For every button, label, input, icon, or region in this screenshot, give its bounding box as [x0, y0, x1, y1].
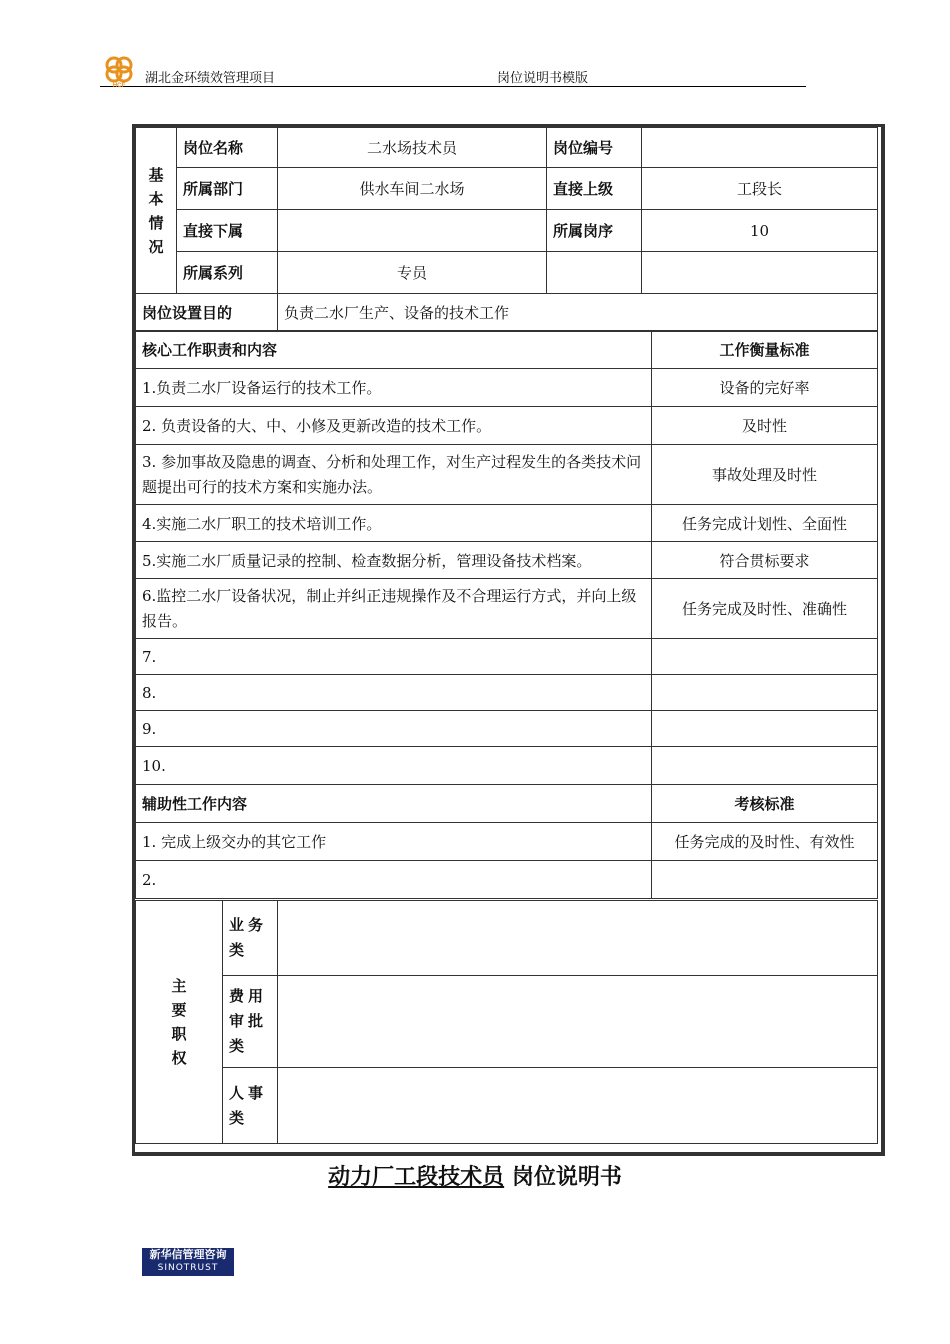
- core-item: 1.负责二水厂设备运行的技术工作。: [136, 369, 652, 407]
- core-item: 5.实施二水厂质量记录的控制、检查数据分析，管理设备技术档案。: [136, 542, 652, 579]
- department-value: 供水车间二水场: [278, 168, 547, 210]
- core-standard: 符合贯标要求: [652, 542, 878, 579]
- core-standard: [652, 747, 878, 785]
- basic-section-label: 基本情况: [136, 128, 177, 294]
- aux-item: 1. 完成上级交办的其它工作: [136, 823, 652, 861]
- company-name: 湖北金环绩效管理项目: [145, 71, 276, 86]
- supervisor-value: 工段长: [642, 168, 878, 210]
- core-item: 10.: [136, 747, 652, 785]
- core-standard: 任务完成计划性、全面性: [652, 505, 878, 542]
- core-item: 8.: [136, 675, 652, 711]
- core-item: 9.: [136, 711, 652, 747]
- basic-info-table: [135, 127, 878, 332]
- powers-table: [135, 900, 878, 1144]
- core-standard: [652, 675, 878, 711]
- core-standard: 事故处理及时性: [652, 445, 878, 505]
- aux-standard: 任务完成的及时性、有效性: [652, 823, 878, 861]
- core-standard: 设备的完好率: [652, 369, 878, 407]
- subordinates-label: 直接下属: [177, 210, 278, 252]
- series-empty-label: [547, 252, 642, 294]
- job-title-value: 二水场技术员: [278, 128, 547, 168]
- core-header-right: 工作衡量标准: [652, 331, 878, 369]
- core-item: 3. 参加事故及隐患的调查、分析和处理工作，对生产过程发生的各类技术问题提出可行的技术方案和实施办法。: [136, 445, 652, 505]
- core-item: 6.监控二水厂设备状况，制止并纠正违规操作及不合理运行方式，并向上级报告。: [136, 579, 652, 639]
- core-standard: 及时性: [652, 407, 878, 445]
- doc-type: 岗位说明书模版: [497, 71, 589, 86]
- series-empty-value: [642, 252, 878, 294]
- document-title: [0, 1160, 950, 1191]
- power-business-label: 业务类: [223, 901, 278, 976]
- subordinates-value: [278, 210, 547, 252]
- footer-logo-line1: 新华信管理咨询: [149, 1248, 227, 1261]
- department-label: 所属部门: [177, 168, 278, 210]
- job-code-value: [642, 128, 878, 168]
- footer-logo-line2: SINOTRUST: [157, 1263, 219, 1273]
- svg-text:HCF: HCF: [112, 83, 126, 88]
- core-item: 2. 负责设备的大、中、小修及更新改造的技术工作。: [136, 407, 652, 445]
- power-expense-value: [278, 976, 878, 1068]
- core-standard: [652, 639, 878, 675]
- power-business-value: [278, 901, 878, 976]
- power-personnel-label: 人事类: [223, 1068, 278, 1144]
- core-standard: 任务完成及时性、准确性: [652, 579, 878, 639]
- purpose-label: 岗位设置目的: [136, 294, 278, 332]
- duties-table: [135, 330, 878, 899]
- supervisor-label: 直接上级: [547, 168, 642, 210]
- grade-label: 所属岗序: [547, 210, 642, 252]
- aux-item: 2.: [136, 861, 652, 899]
- grade-value: 10: [642, 210, 878, 252]
- page-header: [100, 54, 806, 87]
- purpose-value: 负责二水厂生产、设备的技术工作: [278, 294, 878, 332]
- sinotrust-logo: [142, 1248, 234, 1276]
- job-code-label: 岗位编号: [547, 128, 642, 168]
- title-part1: 动力厂工段技术员: [328, 1165, 505, 1190]
- aux-header-left: 辅助性工作内容: [136, 785, 652, 823]
- core-standard: [652, 711, 878, 747]
- series-value: 专员: [278, 252, 547, 294]
- job-title-label: 岗位名称: [177, 128, 278, 168]
- aux-header-right: 考核标准: [652, 785, 878, 823]
- hcf-logo-icon: [100, 54, 140, 88]
- aux-standard: [652, 861, 878, 899]
- core-header-left: 核心工作职责和内容: [136, 331, 652, 369]
- core-item: 7.: [136, 639, 652, 675]
- power-personnel-value: [278, 1068, 878, 1144]
- series-label: 所属系列: [177, 252, 278, 294]
- power-expense-label: 费用审批类: [223, 976, 278, 1068]
- title-part2: 岗位说明书: [511, 1165, 622, 1190]
- powers-section-label: 主要职权: [136, 901, 223, 1144]
- core-item: 4.实施二水厂职工的技术培训工作。: [136, 505, 652, 542]
